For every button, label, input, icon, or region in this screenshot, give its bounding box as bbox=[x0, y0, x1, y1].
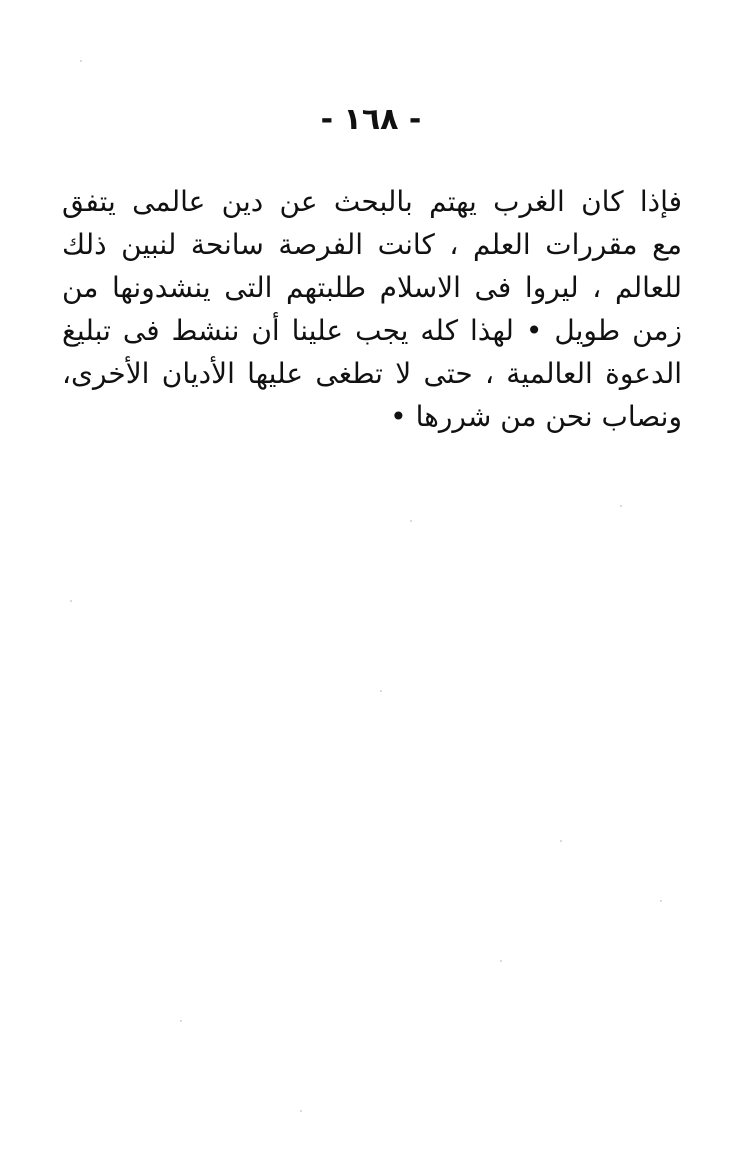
text-line-1: فإذا كان الغرب يهتم بالبحث عن دين عالمى يتفق bbox=[62, 185, 682, 218]
scan-speck bbox=[660, 900, 662, 902]
text-line-2: مع مقررات العلم ، كانت الفرصة سانحة لنبين ذلك bbox=[62, 228, 682, 261]
body-paragraph bbox=[62, 180, 682, 438]
scan-speck bbox=[620, 505, 622, 507]
scan-speck bbox=[180, 1020, 182, 1022]
text-line-5: الدعوة العالمية ، حتى لا تطغى عليها الأديان الأخرى، bbox=[62, 357, 682, 390]
scan-speck bbox=[560, 840, 562, 842]
scan-speck bbox=[380, 690, 382, 692]
scan-speck bbox=[300, 1110, 302, 1112]
scan-speck bbox=[410, 520, 412, 522]
scan-speck bbox=[80, 60, 82, 62]
text-line-6: ونصاب نحن من شررها • bbox=[390, 400, 682, 433]
page-number: - ١٦٨ - bbox=[320, 102, 422, 137]
text-line-4: زمن طويل • لهذا كله يجب علينا أن ننشط فى تبليغ bbox=[62, 314, 682, 347]
scan-speck bbox=[70, 600, 72, 602]
scan-speck bbox=[500, 960, 502, 962]
text-line-3: للعالم ، ليروا فى الاسلام طلبتهم التى ينشدونها من bbox=[62, 271, 682, 304]
